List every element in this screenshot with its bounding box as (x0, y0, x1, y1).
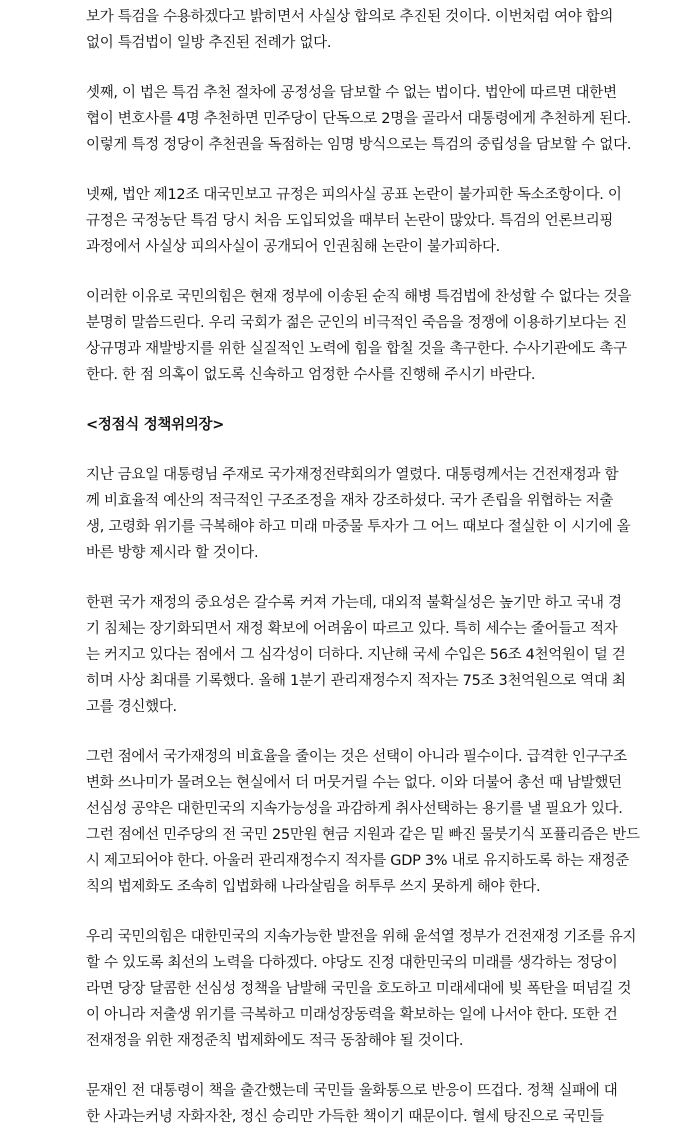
text-line: 라면 당장 달콤한 선심성 정책을 남발해 국민을 호도하고 미래세대에 빚 폭탄을 떠넘길 것 (86, 981, 632, 997)
text-line: 고를 경신했다. (86, 699, 177, 715)
text-line: 이 아니라 저출생 위기를 극복하고 미래성장동력을 확보하는 일에 나서야 한다. 또한 건 (86, 1007, 618, 1023)
text-line: 보가 특검을 수용하겠다고 밝히면서 사실상 합의로 추진된 것이다. 이번처럼 여야 합의 (86, 9, 614, 25)
text-line: 께 비효율적 예산의 적극적인 구조조정을 재차 강조하셨다. 국가 존립을 위협하는 저출 (86, 493, 614, 509)
text-line: 칙의 법제화도 조속히 입법화해 나라살림을 허투루 쓰지 못하게 해야 한다. (86, 879, 541, 895)
text-line: 문재인 전 대통령이 책을 출간했는데 국민들 울화통으로 반응이 뜨겁다. 정책 실패에 대 (86, 1083, 618, 1099)
text-line: 바른 방향 제시라 할 것이다. (86, 545, 259, 561)
text-line: 없이 특검법이 일방 추진된 전례가 없다. (86, 35, 332, 51)
paragraph-gap (86, 388, 614, 412)
text-line: 셋째, 이 법은 특검 추천 절차에 공정성을 담보할 수 없는 법이다. 법안에 따르면 대한변 (86, 85, 617, 101)
text-line: 그런 점에선 민주당의 전 국민 25만원 현금 지원과 같은 밑 빠진 물붓기식 포퓰리즘은 반드 (86, 827, 640, 843)
paragraph-gap (86, 56, 614, 80)
paragraph (86, 462, 631, 566)
text-line: 변화 쓰나미가 몰려오는 현실에서 더 머뭇거릴 수는 없다. 이와 더불어 총선 때 남발했던 (86, 775, 622, 791)
text-line: 상규명과 재발방지를 위한 실질적인 노력에 힘을 합칠 것을 촉구한다. 수사기관에도 촉구 (86, 341, 627, 357)
text-line: 선심성 공약은 대한민국의 지속가능성을 과감하게 취사선택하는 용기를 낼 필요가 있다. (86, 801, 623, 817)
text-line: 한다. 한 점 의혹이 없도록 신속하고 엄정한 수사를 진행해 주시기 바란다. (86, 367, 536, 383)
text-line: 전재정을 위한 재정준칙 법제화에도 적극 동참해야 될 것이다. (86, 1033, 464, 1049)
text-line: 시 제고되어야 한다. 아울러 관리재정수지 적자를 GDP 3% 내로 유지하도록 하는 재정준 (86, 853, 629, 869)
paragraph (86, 1078, 618, 1130)
paragraph (86, 744, 640, 900)
text-line: 지난 금요일 대통령님 주재로 국가재정전략회의가 열렸다. 대통령께서는 건전재정과 함 (86, 467, 619, 483)
section-heading (86, 412, 614, 438)
paragraph-gap (86, 158, 614, 182)
text-line: 기 침체는 장기화되면서 재정 확보에 어려움이 따르고 있다. 특히 세수는 줄어들고 적자 (86, 621, 618, 637)
text-line: 과정에서 사실상 피의사실이 공개되어 인권침해 논란이 불가피하다. (86, 239, 500, 255)
paragraph (86, 924, 637, 1054)
paragraph-gap (86, 720, 614, 744)
text-line: 협이 변호사를 4명 추천하면 민주당이 단독으로 2명을 골라서 대통령에게 추천하게 된다. (86, 111, 631, 127)
text-line: 분명히 말씀드린다. 우리 국회가 젊은 군인의 비극적인 죽음을 정쟁에 이용하기보다는 진 (86, 315, 627, 331)
text-line: 할 수 있도록 최선의 노력을 다하겠다. 야당도 진정 대한민국의 미래를 생각하는 정당이 (86, 955, 618, 971)
text-line: 는 커지고 있다는 점에서 그 심각성이 더하다. 지난해 국세 수입은 56조 4천억원이 덜 걷 (86, 647, 626, 663)
text-line: <정점식 정책위의장> (86, 417, 225, 433)
text-line: 생, 고령화 위기를 극복해야 하고 미래 마중물 투자가 그 어느 때보다 절실한 이 시기에 올 (86, 519, 631, 535)
paragraph (86, 80, 632, 158)
paragraph (86, 4, 614, 56)
paragraph-gap (86, 566, 614, 590)
paragraph-gap (86, 438, 614, 462)
paragraph (86, 182, 622, 260)
text-line: 이러한 이유로 국민의힘은 현재 정부에 이송된 순직 해병 특검법에 찬성할 수 없다는 것을 (86, 289, 632, 305)
text-line: 규정은 국정농단 특검 당시 처음 도입되었을 때부터 논란이 많았다. 특검의 언론브리핑 (86, 213, 614, 229)
paragraph-gap (86, 900, 614, 924)
paragraph-gap (86, 260, 614, 284)
text-line: 한편 국가 재정의 중요성은 갈수록 커져 가는데, 대외적 불확실성은 높기만 하고 국내 경 (86, 595, 622, 611)
text-line: 넷째, 법안 제12조 대국민보고 규정은 피의사실 공표 논란이 불가피한 독소조항이다. 이 (86, 187, 622, 203)
text-line: 이렇게 특정 정당이 추천권을 독점하는 임명 방식으로는 특검의 중립성을 담보할 수 없다. (86, 137, 632, 153)
paragraph-gap (86, 1054, 614, 1078)
paragraph (86, 590, 626, 720)
paragraph (86, 284, 632, 388)
text-line: 한 사과는커녕 자화자찬, 정신 승리만 가득한 책이기 때문이다. 혈세 탕진으로 국민들 (86, 1109, 604, 1125)
text-line: 그런 점에서 국가재정의 비효율을 줄이는 것은 선택이 아니라 필수이다. 급격한 인구구조 (86, 749, 627, 765)
text-line: 우리 국민의힘은 대한민국의 지속가능한 발전을 위해 윤석열 정부가 건전재정 기조를 유지 (86, 929, 637, 945)
text-line: 히며 사상 최대를 기록했다. 올해 1분기 관리재정수지 적자는 75조 3천억원으로 역대 최 (86, 673, 626, 689)
